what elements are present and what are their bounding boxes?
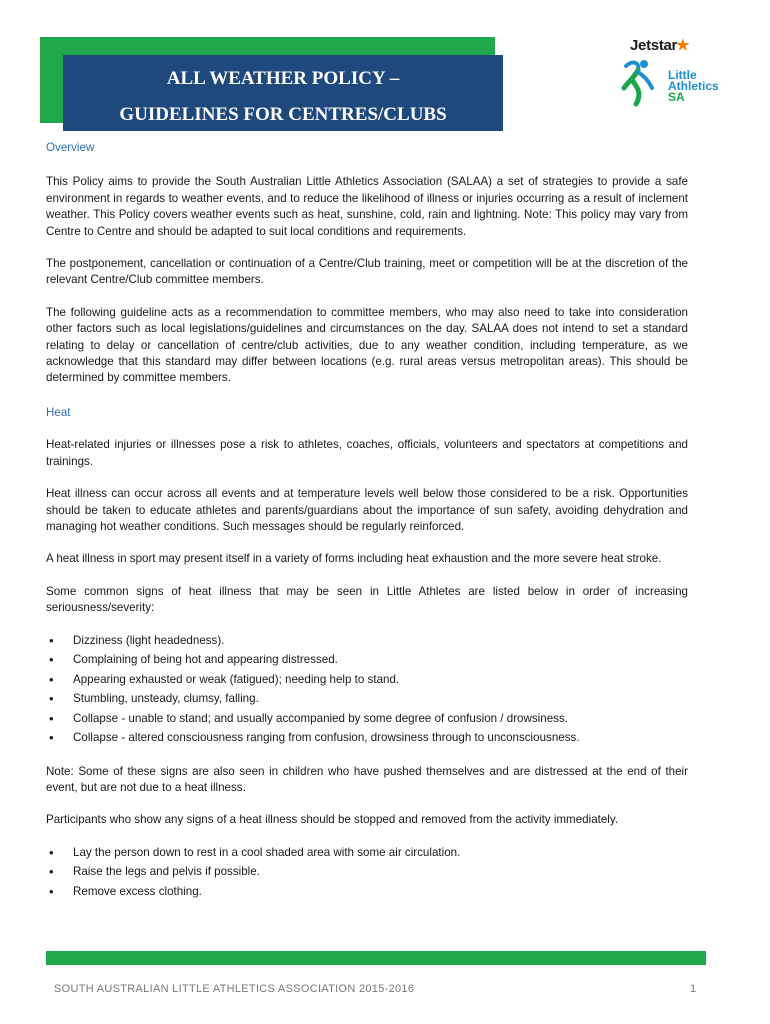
logo-word-athletics: Athletics [668, 79, 719, 93]
list-item: • Stumbling, unsteady, clumsy, falling. [46, 689, 688, 709]
logo-word-sa: SA [668, 90, 685, 104]
list-item: • Collapse - altered consciousness ranging from confusion, drowsiness through to unconsciousness. [46, 728, 688, 748]
jetstar-logo-text: Jetstar [630, 37, 678, 54]
list-item: • Collapse - unable to stand; and usually accompanied by some degree of confusion / drowsiness. [46, 709, 688, 729]
footer-accent-bar [46, 951, 706, 965]
heat-paragraph: Heat illness can occur across all events and at temperature levels well below those considered to be a risk. Opportunities should be taken to educate athletes and parents/guardians about the importance of sun safety, avoiding dehydration and managing hot weather conditions. Such messages should be regularly reinforced. [46, 487, 688, 533]
heat-paragraph: Participants who show any signs of a heat illness should be stopped and removed from the activity immediately. [46, 813, 619, 827]
heat-note: Note: Some of these signs are also seen in children who have pushed themselves and are distressed at the end of their event, but are not due to a heat illness. [46, 764, 688, 794]
list-item: • Dizziness (light headedness). [46, 631, 688, 651]
list-item: • Remove excess clothing. [46, 882, 688, 902]
overview-heading: Overview [46, 141, 95, 154]
jetstar-logo [630, 36, 689, 54]
overview-paragraph: The postponement, cancellation or continuation of a Centre/Club training, meet or competition will be at the discretion of the relevant Centre/Club committee members. [46, 257, 688, 287]
runner-icon [618, 58, 668, 108]
heat-paragraph: A heat illness in sport may present itself in a variety of forms including heat exhaustion and the more severe heat stroke. [46, 552, 662, 566]
document-body [46, 140, 688, 901]
list-item: • Appearing exhausted or weak (fatigued); needing help to stand. [46, 670, 688, 690]
star-icon: ★ [676, 37, 690, 54]
title-line-1: ALL WEATHER POLICY – [166, 68, 400, 89]
heat-signs-list [46, 631, 688, 748]
footer-org-text: SOUTH AUSTRALIAN LITTLE ATHLETICS ASSOCIATION 2015-2016 [54, 983, 415, 995]
heat-actions-list [46, 843, 688, 902]
logo-word-little: Little [668, 68, 697, 82]
overview-paragraph: This Policy aims to provide the South Australian Little Athletics Association (SALAA) a set of strategies to provide a safe environment in regards to weather events, and to reduce the likelihood of illness or injuries occurring as a result of inclement weather. This Policy covers weather events such as heat, sunshine, cold, rain and lightning. Note: This policy may vary from Centre to Centre and should be adapted to suit local conditions and requirements. [46, 175, 688, 238]
title-line-2: GUIDELINES FOR CENTRES/CLUBS [119, 104, 447, 125]
page-title [63, 55, 503, 131]
list-item: • Raise the legs and pelvis if possible. [46, 862, 688, 882]
heat-heading: Heat [46, 405, 71, 419]
little-athletics-logo [618, 58, 728, 108]
overview-paragraph: The following guideline acts as a recommendation to committee members, who may also need to take into consideration other factors such as local legislations/guidelines and circumstances on the day. SALAA does not intend to set a standard relating to delay or cancellation of centre/club activities, due to any weather condition, including temperature, as we acknowledge that this standard may differ between locations (e.g. rural areas versus metropolitan areas). This should be determined by committee members. [46, 305, 688, 385]
page-number: 1 [690, 983, 697, 995]
list-item: • Lay the person down to rest in a cool shaded area with some air circulation. [46, 843, 688, 863]
heat-paragraph: Some common signs of heat illness that may be seen in Little Athletes are listed below in order of increasing seriousness/severity: [46, 584, 688, 615]
list-item: • Complaining of being hot and appearing distressed. [46, 650, 688, 670]
heat-paragraph: Heat-related injuries or illnesses pose a risk to athletes, coaches, officials, volunteers and spectators at competitions and trainings. [46, 438, 688, 468]
